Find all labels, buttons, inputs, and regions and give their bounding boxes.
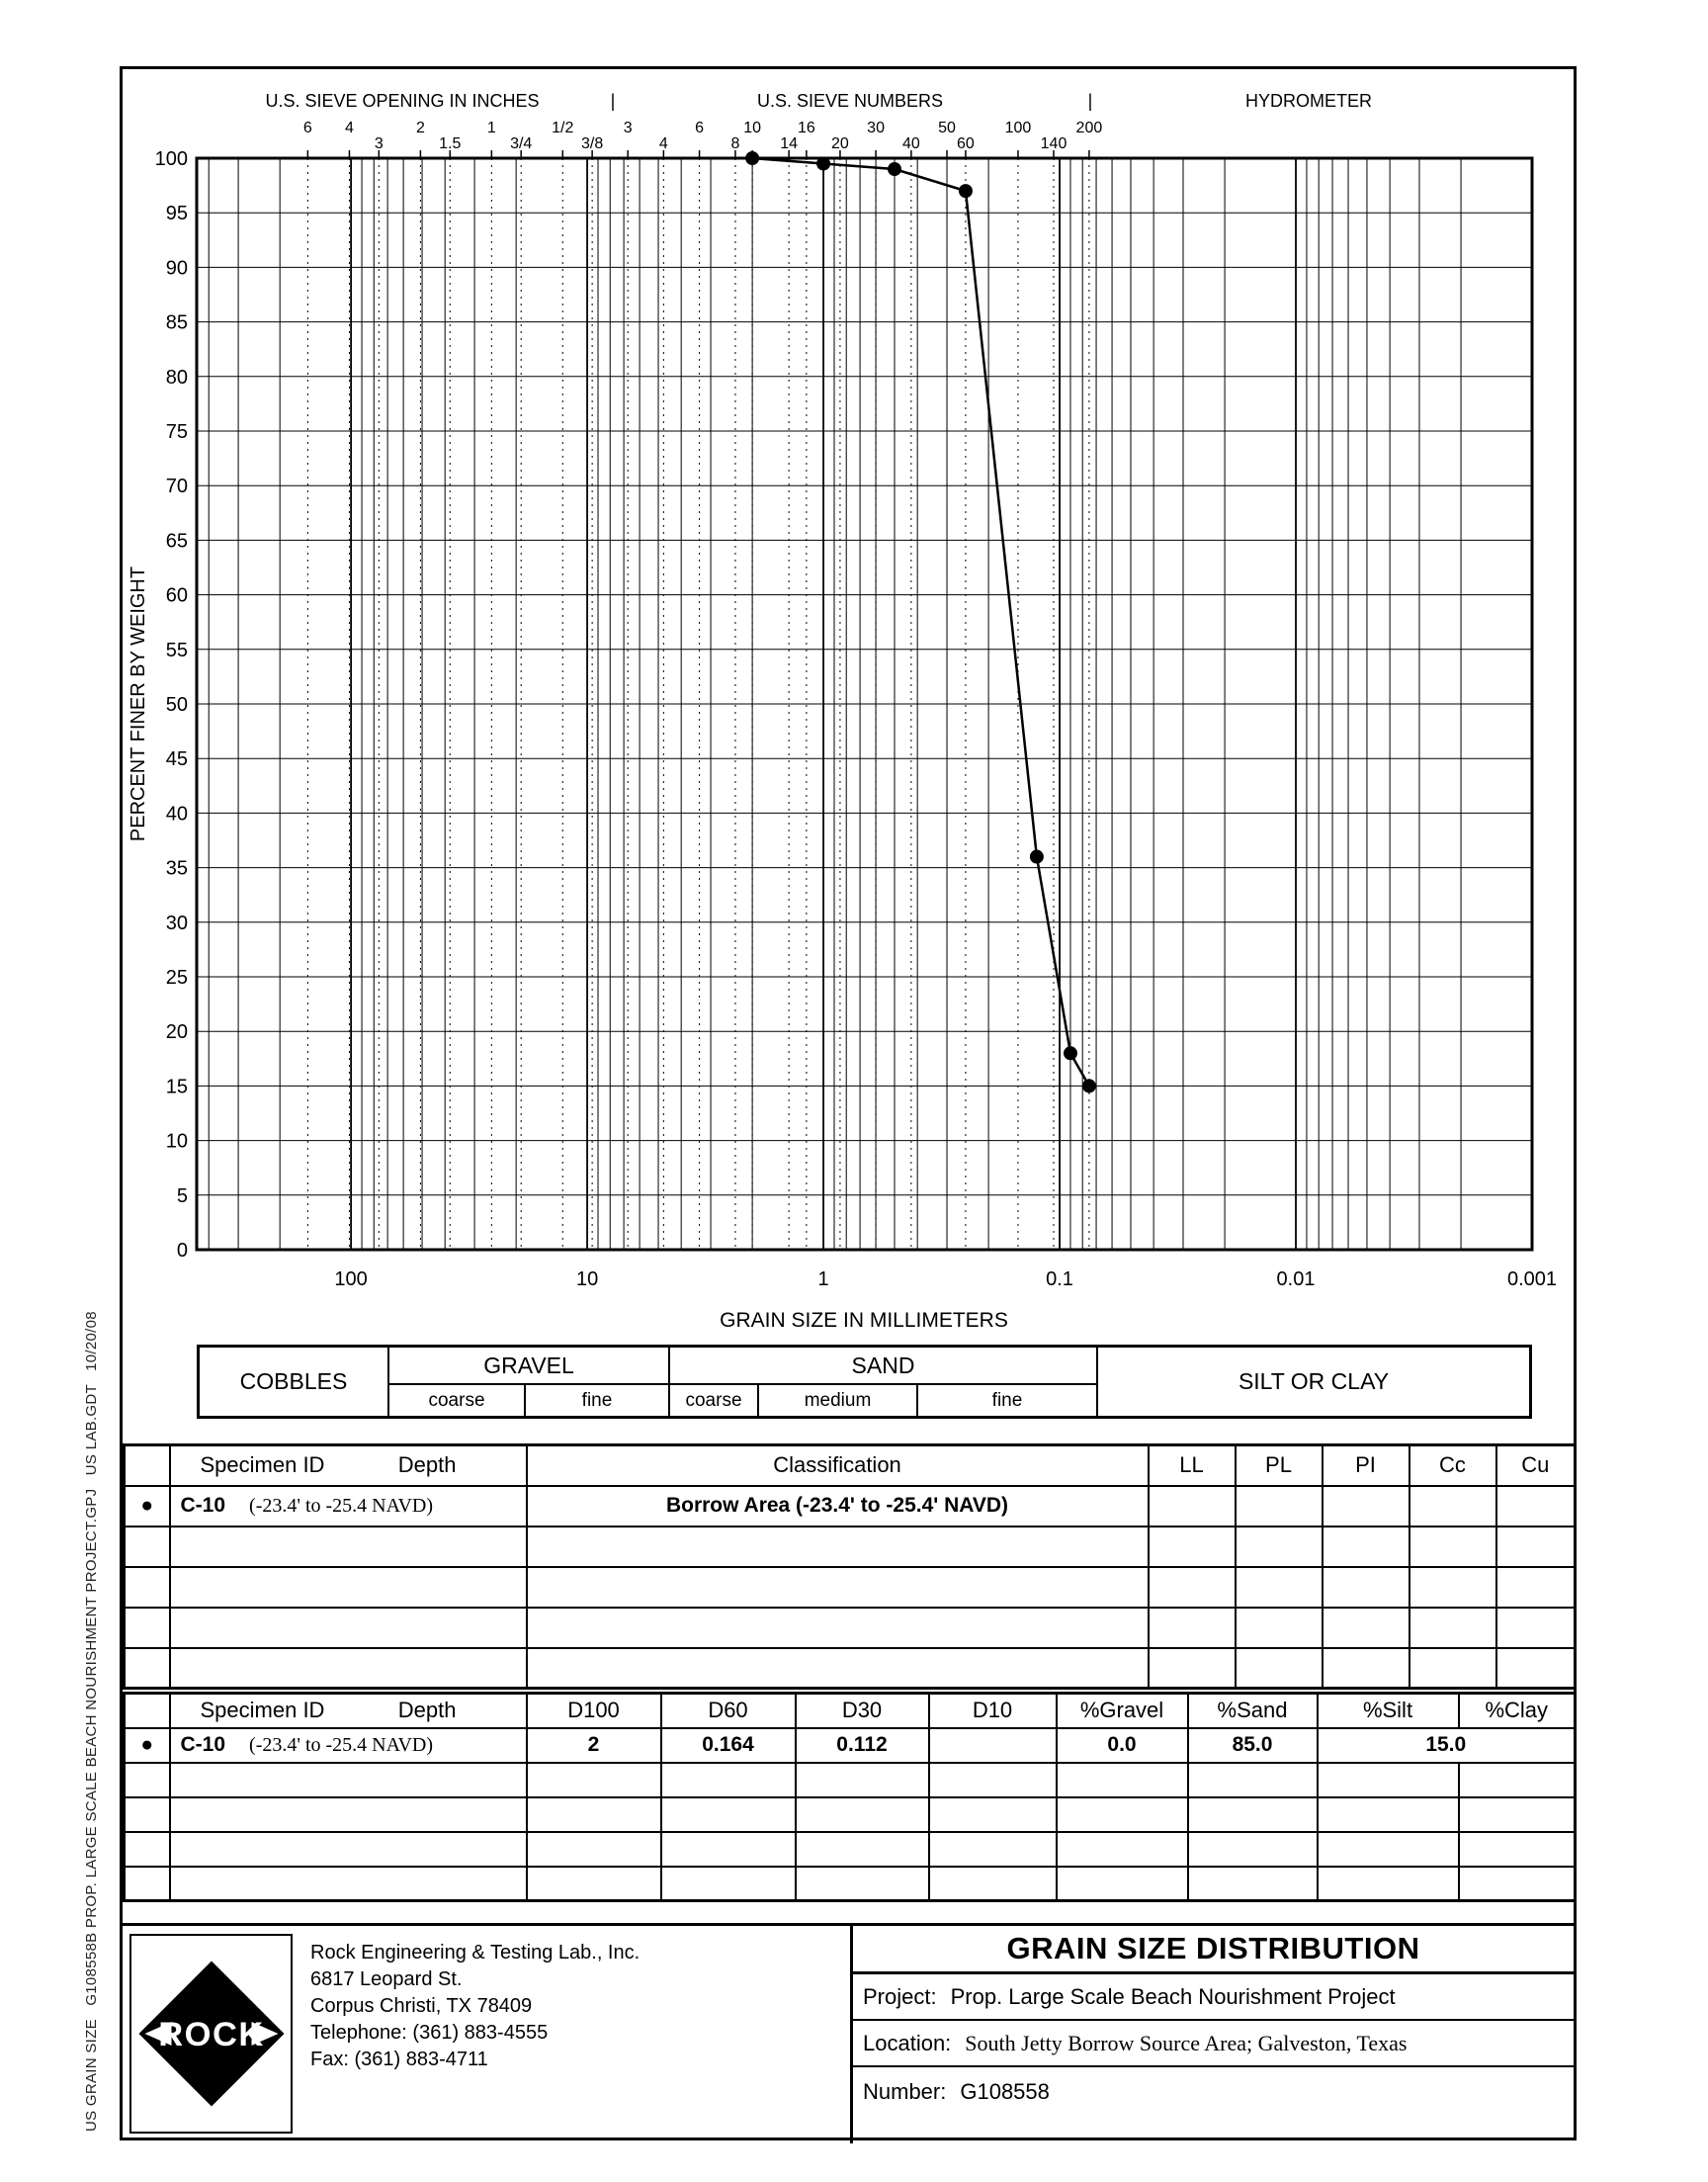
sieve-tick-label: 6	[695, 120, 705, 136]
empty-cell	[1236, 1608, 1323, 1648]
empty-cell	[1409, 1608, 1496, 1648]
empty-cell	[1323, 1608, 1409, 1648]
empty-cell	[929, 1797, 1057, 1832]
empty-row	[125, 1608, 1576, 1648]
classification-sand-fine: fine	[991, 1389, 1023, 1411]
specimen-row	[125, 1486, 1576, 1527]
company-info	[310, 1940, 640, 2073]
symbol-column-header	[125, 1445, 170, 1486]
classification-header: Classification	[527, 1445, 1149, 1486]
sieve-tick-label: 40	[901, 135, 920, 152]
empty-row	[125, 1527, 1576, 1567]
empty-cell	[1149, 1567, 1236, 1608]
empty-cell	[1057, 1867, 1188, 1901]
gradation-curve	[752, 158, 1089, 1086]
gravel-header: %Gravel	[1057, 1694, 1188, 1728]
empty-cell	[1188, 1763, 1318, 1797]
rock-logo-icon	[137, 1960, 286, 2108]
sieve-tick-label: 60	[957, 135, 975, 152]
data-point	[745, 151, 759, 165]
y-tick-label: 35	[165, 857, 188, 880]
location-value: South Jetty Borrow Source Area; Galveston, Texas	[965, 2030, 1408, 2055]
y-tick-label: 80	[165, 366, 188, 389]
depth-header: Depth	[397, 1452, 457, 1478]
project-label: Project:	[863, 1983, 937, 2009]
empty-cell	[1459, 1832, 1576, 1867]
classification-gravel: GRAVEL	[483, 1352, 574, 1378]
index-value-cell	[1409, 1486, 1496, 1527]
empty-cell	[796, 1832, 929, 1867]
empty-cell	[796, 1867, 929, 1901]
empty-cell	[1318, 1763, 1459, 1797]
empty-cell	[125, 1797, 170, 1832]
sieve-tick-label: 1.5	[439, 135, 462, 152]
index-value-cell	[1149, 1486, 1236, 1527]
symbol-column-header	[125, 1694, 170, 1728]
index-value-cell	[1236, 1486, 1323, 1527]
empty-cell	[527, 1867, 661, 1901]
y-tick-label: 15	[165, 1076, 188, 1098]
company-name: Rock Engineering & Testing Lab., Inc.	[310, 1942, 640, 1964]
rock-logo-text: ROCK	[157, 2016, 265, 2053]
clay-header: %Clay	[1459, 1694, 1576, 1728]
y-axis-title: PERCENT FINER BY WEIGHT	[128, 566, 149, 842]
empty-cell	[1149, 1648, 1236, 1689]
series-symbol: ●	[125, 1486, 170, 1527]
empty-cell	[1409, 1567, 1496, 1608]
sieve-tick-label: 200	[1075, 120, 1103, 136]
empty-cell	[1323, 1648, 1409, 1689]
sand-header: %Sand	[1188, 1694, 1318, 1728]
y-tick-label: 45	[165, 748, 188, 771]
x-tick-label: 1	[817, 1268, 829, 1290]
depth-value: (-23.4' to -25.4 NAVD)	[249, 1733, 434, 1756]
empty-cell	[1236, 1567, 1323, 1608]
specimen-id-value: C-10	[180, 1733, 226, 1756]
gradation-values-table	[123, 1692, 1577, 1902]
cc-header: Cc	[1409, 1445, 1496, 1486]
sieve-tick-label: 2	[415, 120, 425, 136]
sieve-tick-label: 10	[743, 120, 762, 136]
top-axis-hydrometer-label: HYDROMETER	[1244, 91, 1373, 111]
sieve-tick-label: 30	[867, 120, 885, 136]
empty-cell	[1318, 1797, 1459, 1832]
classification-gravel-group	[389, 1348, 670, 1416]
location-row	[853, 2021, 1574, 2067]
classification-sand: SAND	[851, 1352, 915, 1378]
x-tick-label: 0.001	[1506, 1268, 1558, 1290]
silt-clay-value-cell: 15.0	[1318, 1728, 1576, 1763]
empty-cell	[125, 1867, 170, 1901]
empty-cell	[1459, 1797, 1576, 1832]
empty-cell	[125, 1832, 170, 1867]
sieve-tick-label: 1	[486, 120, 496, 136]
empty-cell	[527, 1797, 661, 1832]
sieve-tick-label: 20	[831, 135, 849, 152]
sieve-tick-label: 8	[730, 135, 740, 152]
empty-row	[125, 1832, 1576, 1867]
data-point	[1030, 850, 1044, 864]
cu-header: Cu	[1496, 1445, 1576, 1486]
empty-cell	[1236, 1527, 1323, 1567]
project-value: Prop. Large Scale Beach Nourishment Project	[950, 1983, 1396, 2009]
y-tick-label: 30	[165, 912, 188, 934]
empty-cell	[125, 1608, 170, 1648]
empty-cell	[1496, 1648, 1576, 1689]
empty-cell	[1318, 1867, 1459, 1901]
y-tick-label: 0	[176, 1240, 188, 1262]
empty-cell	[170, 1763, 527, 1797]
data-point	[1082, 1079, 1096, 1092]
y-tick-label: 20	[165, 1021, 188, 1044]
sieve-tick-label: 16	[797, 120, 815, 136]
empty-cell	[1236, 1648, 1323, 1689]
specimen-id-header: Specimen ID	[200, 1452, 325, 1478]
location-label: Location:	[863, 2030, 952, 2055]
gradation-value-cell: 2	[527, 1728, 661, 1763]
classification-gravel-fine: fine	[581, 1389, 613, 1411]
empty-cell	[125, 1527, 170, 1567]
empty-cell	[1496, 1608, 1576, 1648]
sidebar-vertical-text: US GRAIN SIZE G108558B PROP. LARGE SCALE BEACH NOURISHMENT PROJECT.GPJ US LAB.GDT 10/20/08	[83, 1311, 100, 2132]
empty-cell	[125, 1567, 170, 1608]
empty-cell	[170, 1832, 527, 1867]
empty-cell	[796, 1797, 929, 1832]
pl-header: PL	[1236, 1445, 1323, 1486]
empty-row	[125, 1797, 1576, 1832]
gradation-value-cell: 0.164	[661, 1728, 796, 1763]
empty-cell	[661, 1867, 796, 1901]
empty-cell	[1149, 1608, 1236, 1648]
classification-bar	[197, 1345, 1532, 1419]
depth-value: (-23.4' to -25.4 NAVD)	[249, 1494, 434, 1517]
empty-cell	[661, 1797, 796, 1832]
classification-table	[123, 1443, 1577, 1690]
empty-cell	[170, 1867, 527, 1901]
specimen-id-header: Specimen ID	[200, 1698, 325, 1723]
empty-cell	[1459, 1867, 1576, 1901]
footer-title-block	[123, 1923, 1574, 2143]
table-header-row	[125, 1694, 1576, 1728]
y-tick-label: 5	[176, 1184, 188, 1207]
empty-cell	[527, 1763, 661, 1797]
empty-cell	[929, 1832, 1057, 1867]
specimen-depth-cell	[170, 1486, 527, 1527]
empty-cell	[1323, 1527, 1409, 1567]
y-tick-label: 25	[165, 967, 188, 989]
series-symbol: ●	[125, 1728, 170, 1763]
data-point	[816, 157, 830, 171]
x-tick-label: 0.1	[1046, 1268, 1073, 1290]
y-tick-label: 100	[154, 148, 188, 170]
y-tick-label: 60	[165, 584, 188, 607]
empty-cell	[1459, 1763, 1576, 1797]
sieve-tick-label: 3	[623, 120, 633, 136]
depth-header: Depth	[397, 1698, 457, 1723]
y-tick-label: 65	[165, 530, 188, 553]
sieve-tick-label: 14	[780, 135, 799, 152]
sieve-tick-label: 6	[302, 120, 312, 136]
sieve-tick-label: 100	[1004, 120, 1032, 136]
silt-header: %Silt	[1318, 1694, 1459, 1728]
gradation-value-cell: 85.0	[1188, 1728, 1318, 1763]
empty-cell	[170, 1567, 527, 1608]
y-tick-label: 70	[165, 476, 188, 498]
empty-cell	[1188, 1867, 1318, 1901]
classification-silt-or-clay: SILT OR CLAY	[1238, 1368, 1390, 1394]
y-tick-label: 75	[165, 421, 188, 443]
d10-header: D10	[929, 1694, 1057, 1728]
number-row	[853, 2067, 1574, 2143]
x-axis-title: GRAIN SIZE IN MILLIMETERS	[720, 1309, 1008, 1332]
classification-value: Borrow Area (-23.4' to -25.4' NAVD)	[527, 1486, 1149, 1527]
empty-cell	[661, 1832, 796, 1867]
empty-row	[125, 1763, 1576, 1797]
y-tick-label: 55	[165, 639, 188, 661]
classification-sand-group	[670, 1348, 1098, 1416]
empty-cell	[1057, 1797, 1188, 1832]
empty-cell	[1057, 1763, 1188, 1797]
empty-cell	[170, 1527, 527, 1567]
empty-cell	[1188, 1797, 1318, 1832]
specimen-row	[125, 1728, 1576, 1763]
company-phone: Telephone: (361) 883-4555	[310, 2022, 549, 2044]
company-address-line1: 6817 Leopard St.	[310, 1968, 463, 1990]
empty-cell	[1057, 1832, 1188, 1867]
gradation-value-cell: 0.112	[796, 1728, 929, 1763]
empty-cell	[1496, 1567, 1576, 1608]
data-point	[959, 184, 973, 198]
specimen-depth-header	[170, 1694, 527, 1728]
empty-cell	[125, 1763, 170, 1797]
empty-cell	[1409, 1648, 1496, 1689]
sieve-tick-label: 4	[658, 135, 668, 152]
number-value: G108558	[960, 2079, 1050, 2104]
index-value-cell	[1496, 1486, 1576, 1527]
empty-cell	[527, 1648, 1149, 1689]
y-tick-label: 90	[165, 257, 188, 280]
sieve-tick-label: 1/2	[552, 120, 574, 136]
sieve-tick-label: 3/8	[581, 135, 604, 152]
x-tick-label: 10	[575, 1268, 599, 1290]
company-address-line2: Corpus Christi, TX 78409	[310, 1995, 533, 2017]
project-info-column	[850, 1926, 1574, 2143]
empty-cell	[125, 1648, 170, 1689]
report-title: GRAIN SIZE DISTRIBUTION	[853, 1926, 1574, 1974]
top-axis-inches-label: U.S. SIEVE OPENING IN INCHES	[265, 91, 540, 111]
sieve-tick-label: 140	[1040, 135, 1068, 152]
y-tick-label: 50	[165, 694, 188, 716]
specimen-id-value: C-10	[180, 1494, 226, 1517]
empty-cell	[1409, 1527, 1496, 1567]
ll-header: LL	[1149, 1445, 1236, 1486]
project-row	[853, 1974, 1574, 2021]
company-fax: Fax: (361) 883-4711	[310, 2049, 488, 2070]
empty-cell	[170, 1608, 527, 1648]
table-header-row	[125, 1445, 1576, 1486]
empty-cell	[527, 1527, 1149, 1567]
classification-sand-coarse: coarse	[670, 1385, 759, 1416]
empty-cell	[170, 1797, 527, 1832]
empty-cell	[929, 1763, 1057, 1797]
empty-row	[125, 1648, 1576, 1689]
y-tick-label: 40	[165, 803, 188, 826]
sieve-tick-label: 3	[374, 135, 384, 152]
y-tick-label: 95	[165, 203, 188, 225]
empty-row	[125, 1567, 1576, 1608]
empty-row	[125, 1867, 1576, 1901]
gradation-value-cell: 0.0	[1057, 1728, 1188, 1763]
empty-cell	[1188, 1832, 1318, 1867]
empty-cell	[796, 1763, 929, 1797]
y-tick-label: 10	[165, 1130, 188, 1153]
specimen-depth-cell	[170, 1728, 527, 1763]
classification-gravel-coarse: coarse	[389, 1385, 526, 1416]
top-axis-numbers-label: U.S. SIEVE NUMBERS	[756, 91, 944, 111]
index-value-cell	[1323, 1486, 1409, 1527]
empty-cell	[527, 1832, 661, 1867]
d60-header: D60	[661, 1694, 796, 1728]
specimen-depth-header	[170, 1445, 527, 1486]
classification-cobbles: COBBLES	[200, 1348, 389, 1416]
company-logo-box	[129, 1934, 293, 2134]
empty-cell	[1149, 1527, 1236, 1567]
x-tick-label: 0.01	[1276, 1268, 1316, 1290]
top-axis-separator-2: |	[1087, 91, 1093, 111]
top-axis-separator-1: |	[610, 91, 616, 111]
empty-cell	[170, 1648, 527, 1689]
y-tick-label: 85	[165, 311, 188, 334]
empty-cell	[1323, 1567, 1409, 1608]
report-frame	[120, 66, 1577, 2140]
d30-header: D30	[796, 1694, 929, 1728]
empty-cell	[1318, 1832, 1459, 1867]
grain-size-chart	[123, 69, 1574, 1345]
x-tick-label: 100	[334, 1268, 368, 1290]
empty-cell	[1496, 1527, 1576, 1567]
gradation-value-cell	[929, 1728, 1057, 1763]
pi-header: PI	[1323, 1445, 1409, 1486]
empty-cell	[661, 1763, 796, 1797]
empty-cell	[929, 1867, 1057, 1901]
data-point	[888, 162, 901, 176]
empty-cell	[527, 1608, 1149, 1648]
sieve-tick-label: 3/4	[510, 135, 533, 152]
empty-cell	[527, 1567, 1149, 1608]
d100-header: D100	[527, 1694, 661, 1728]
sieve-tick-label: 4	[345, 120, 354, 136]
number-label: Number:	[863, 2079, 947, 2104]
data-point	[1064, 1046, 1077, 1060]
sieve-tick-label: 50	[938, 120, 956, 136]
classification-sand-medium: medium	[759, 1385, 918, 1416]
